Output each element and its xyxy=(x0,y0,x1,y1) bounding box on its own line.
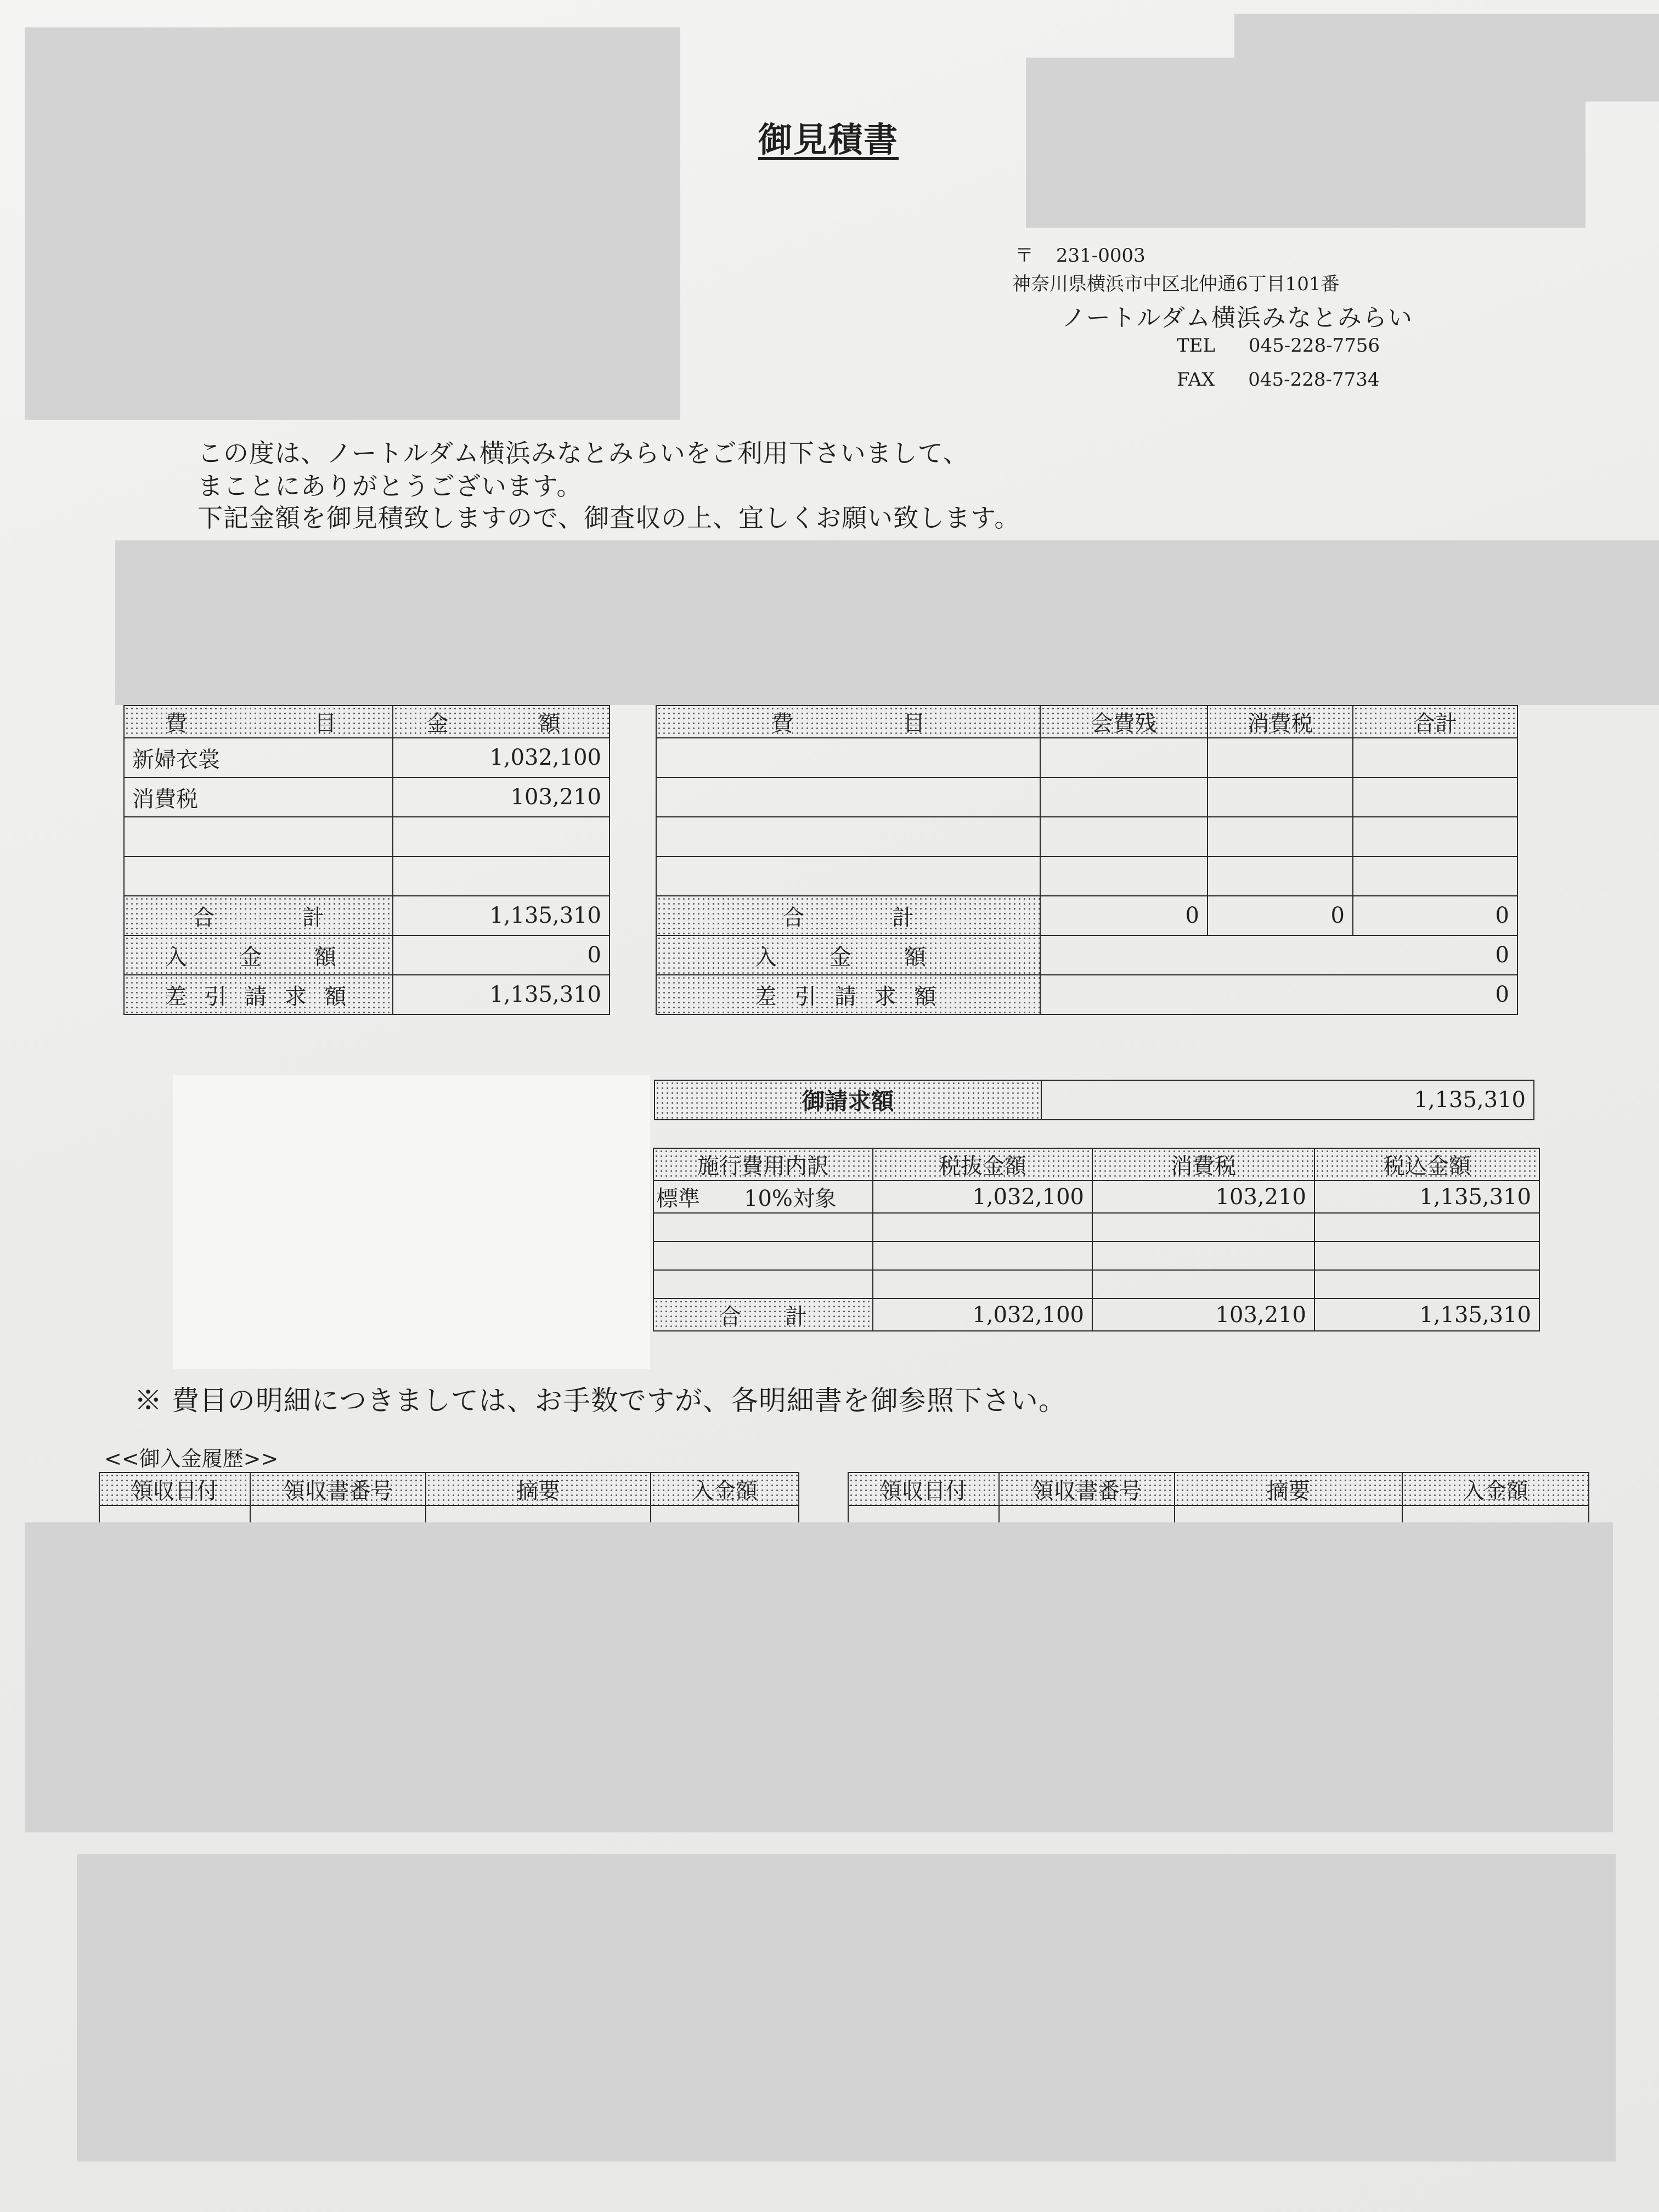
cost-breakdown-table xyxy=(653,1148,1540,1331)
breakdown-row-empty xyxy=(1092,1213,1314,1242)
breakdown-total-incl: 1,135,310 xyxy=(1314,1299,1539,1331)
breakdown-row-empty xyxy=(1314,1270,1539,1299)
greeting-line-3: 下記金額を御見積致しますので、御査収の上、宜しくお願い致します。 xyxy=(198,503,1020,533)
invoice-label: 御請求額 xyxy=(654,1080,1041,1120)
left-row-empty xyxy=(124,817,393,856)
breakdown-header-category: 施行費用内訳 xyxy=(653,1148,873,1181)
right-balance-label: 差 引 請 求 額 xyxy=(656,975,1040,1014)
right-header-balance: 会費残 xyxy=(1040,706,1207,738)
right-total-balance: 0 xyxy=(1040,896,1207,935)
redacted-block-white xyxy=(173,1075,650,1369)
breakdown-total-tax: 103,210 xyxy=(1092,1299,1314,1331)
history-header-receipt-no: 領収書番号 xyxy=(250,1472,426,1505)
fax-label: FAX xyxy=(1177,369,1215,391)
company-fax xyxy=(1177,369,1380,391)
greeting-line-2: まことにありがとうございます。 xyxy=(198,471,583,501)
right-total-label: 合 計 xyxy=(656,896,1040,935)
breakdown-header-incl: 税込金額 xyxy=(1314,1148,1539,1181)
company-address: 神奈川県横浜市中区北仲通6丁目101番 xyxy=(1012,273,1340,295)
redacted-block-middle xyxy=(115,540,1659,705)
left-row-empty xyxy=(124,856,393,896)
right-header-item: 費 目 xyxy=(656,706,1040,738)
breakdown-row-empty xyxy=(653,1242,873,1270)
company-name: ノートルダム横浜みなとみらい xyxy=(1062,304,1413,332)
right-row-empty xyxy=(1353,777,1517,817)
breakdown-row-empty xyxy=(873,1242,1092,1270)
history-header-date: 領収日付 xyxy=(99,1472,250,1505)
right-row-empty xyxy=(1207,856,1353,896)
left-row-amount: 103,210 xyxy=(393,777,610,817)
right-total-tax: 0 xyxy=(1207,896,1353,935)
history-header-description: 摘要 xyxy=(426,1472,651,1505)
right-row-empty xyxy=(656,738,1040,777)
breakdown-row-empty xyxy=(1314,1213,1539,1242)
right-header-tax: 消費税 xyxy=(1207,706,1353,738)
breakdown-row-empty xyxy=(873,1270,1092,1299)
payment-history-table-left xyxy=(99,1472,799,1528)
right-paid-value: 0 xyxy=(1040,935,1517,975)
breakdown-row-tax: 103,210 xyxy=(1092,1181,1314,1213)
breakdown-total-label: 合 計 xyxy=(653,1299,873,1331)
left-paid-label: 入 金 額 xyxy=(124,935,393,975)
left-row-item: 新婦衣裳 xyxy=(124,738,393,777)
right-row-empty xyxy=(1353,738,1517,777)
left-balance-value: 1,135,310 xyxy=(393,975,610,1014)
tel-number: 045-228-7756 xyxy=(1248,335,1380,357)
right-row-empty xyxy=(1040,738,1207,777)
greeting-line-1: この度は、ノートルダム横浜みなとみらいをご利用下さいまして、 xyxy=(198,438,969,468)
breakdown-row-empty xyxy=(1092,1242,1314,1270)
right-row-empty xyxy=(1207,777,1353,817)
left-total-value: 1,135,310 xyxy=(393,896,610,935)
right-row-empty xyxy=(1207,738,1353,777)
right-paid-label: 入 金 額 xyxy=(656,935,1040,975)
postal-code: 231-0003 xyxy=(1056,245,1146,267)
breakdown-row-empty xyxy=(1092,1270,1314,1299)
history-header-date: 領収日付 xyxy=(848,1472,999,1505)
right-header-total: 合計 xyxy=(1353,706,1517,738)
right-row-empty xyxy=(1040,817,1207,856)
history-header-amount: 入金額 xyxy=(1402,1472,1589,1505)
left-paid-value: 0 xyxy=(393,935,610,975)
postal-mark: 〒 xyxy=(1015,245,1034,267)
right-row-empty xyxy=(1353,817,1517,856)
redacted-block-bottom-overlay xyxy=(25,1522,1613,1832)
left-header-amount: 金 額 xyxy=(393,706,610,738)
history-header-amount: 入金額 xyxy=(651,1472,799,1505)
company-postal xyxy=(1015,240,1146,267)
right-row-empty xyxy=(656,856,1040,896)
left-row-empty xyxy=(393,817,610,856)
breakdown-header-excl: 税抜金額 xyxy=(873,1148,1092,1181)
right-row-empty xyxy=(656,817,1040,856)
right-row-empty xyxy=(1040,856,1207,896)
left-row-amount: 1,032,100 xyxy=(393,738,610,777)
document-title: 御見積書 xyxy=(758,120,899,160)
redacted-block-top-left xyxy=(25,27,680,420)
breakdown-row-label: 標準 10%対象 xyxy=(653,1181,873,1213)
right-row-empty xyxy=(1353,856,1517,896)
invoice-value: 1,135,310 xyxy=(1041,1080,1534,1120)
breakdown-row-empty xyxy=(653,1270,873,1299)
right-row-empty xyxy=(1040,777,1207,817)
payment-history-title: <<御入金履歴>> xyxy=(104,1447,279,1471)
history-header-description: 摘要 xyxy=(1175,1472,1402,1505)
breakdown-row-excl: 1,032,100 xyxy=(873,1181,1092,1213)
left-row-item: 消費税 xyxy=(124,777,393,817)
right-row-empty xyxy=(656,777,1040,817)
left-balance-label: 差 引 請 求 額 xyxy=(124,975,393,1014)
breakdown-row-empty xyxy=(653,1213,873,1242)
company-tel xyxy=(1177,335,1380,357)
left-row-empty xyxy=(393,856,610,896)
breakdown-row-empty xyxy=(1314,1242,1539,1270)
history-header-receipt-no: 領収書番号 xyxy=(999,1472,1175,1505)
redacted-block-top-right-small xyxy=(1234,14,1659,101)
redacted-block-bottom-2 xyxy=(77,1854,1616,2162)
payment-history-table-right xyxy=(848,1472,1589,1528)
right-total-sum: 0 xyxy=(1353,896,1517,935)
left-header-item: 費 目 xyxy=(124,706,393,738)
breakdown-row-empty xyxy=(873,1213,1092,1242)
invoice-total-box xyxy=(654,1080,1534,1120)
right-summary-table xyxy=(656,705,1518,1015)
breakdown-row-incl: 1,135,310 xyxy=(1314,1181,1539,1213)
left-total-label: 合 計 xyxy=(124,896,393,935)
details-note: ※ 費目の明細につきましては、お手数ですが、各明細書を御参照下さい。 xyxy=(134,1385,1066,1417)
breakdown-total-excl: 1,032,100 xyxy=(873,1299,1092,1331)
left-summary-table xyxy=(123,705,610,1015)
fax-number: 045-228-7734 xyxy=(1248,369,1380,391)
right-row-empty xyxy=(1207,817,1353,856)
breakdown-header-tax: 消費税 xyxy=(1092,1148,1314,1181)
right-balance-value: 0 xyxy=(1040,975,1517,1014)
tel-label: TEL xyxy=(1177,335,1216,357)
